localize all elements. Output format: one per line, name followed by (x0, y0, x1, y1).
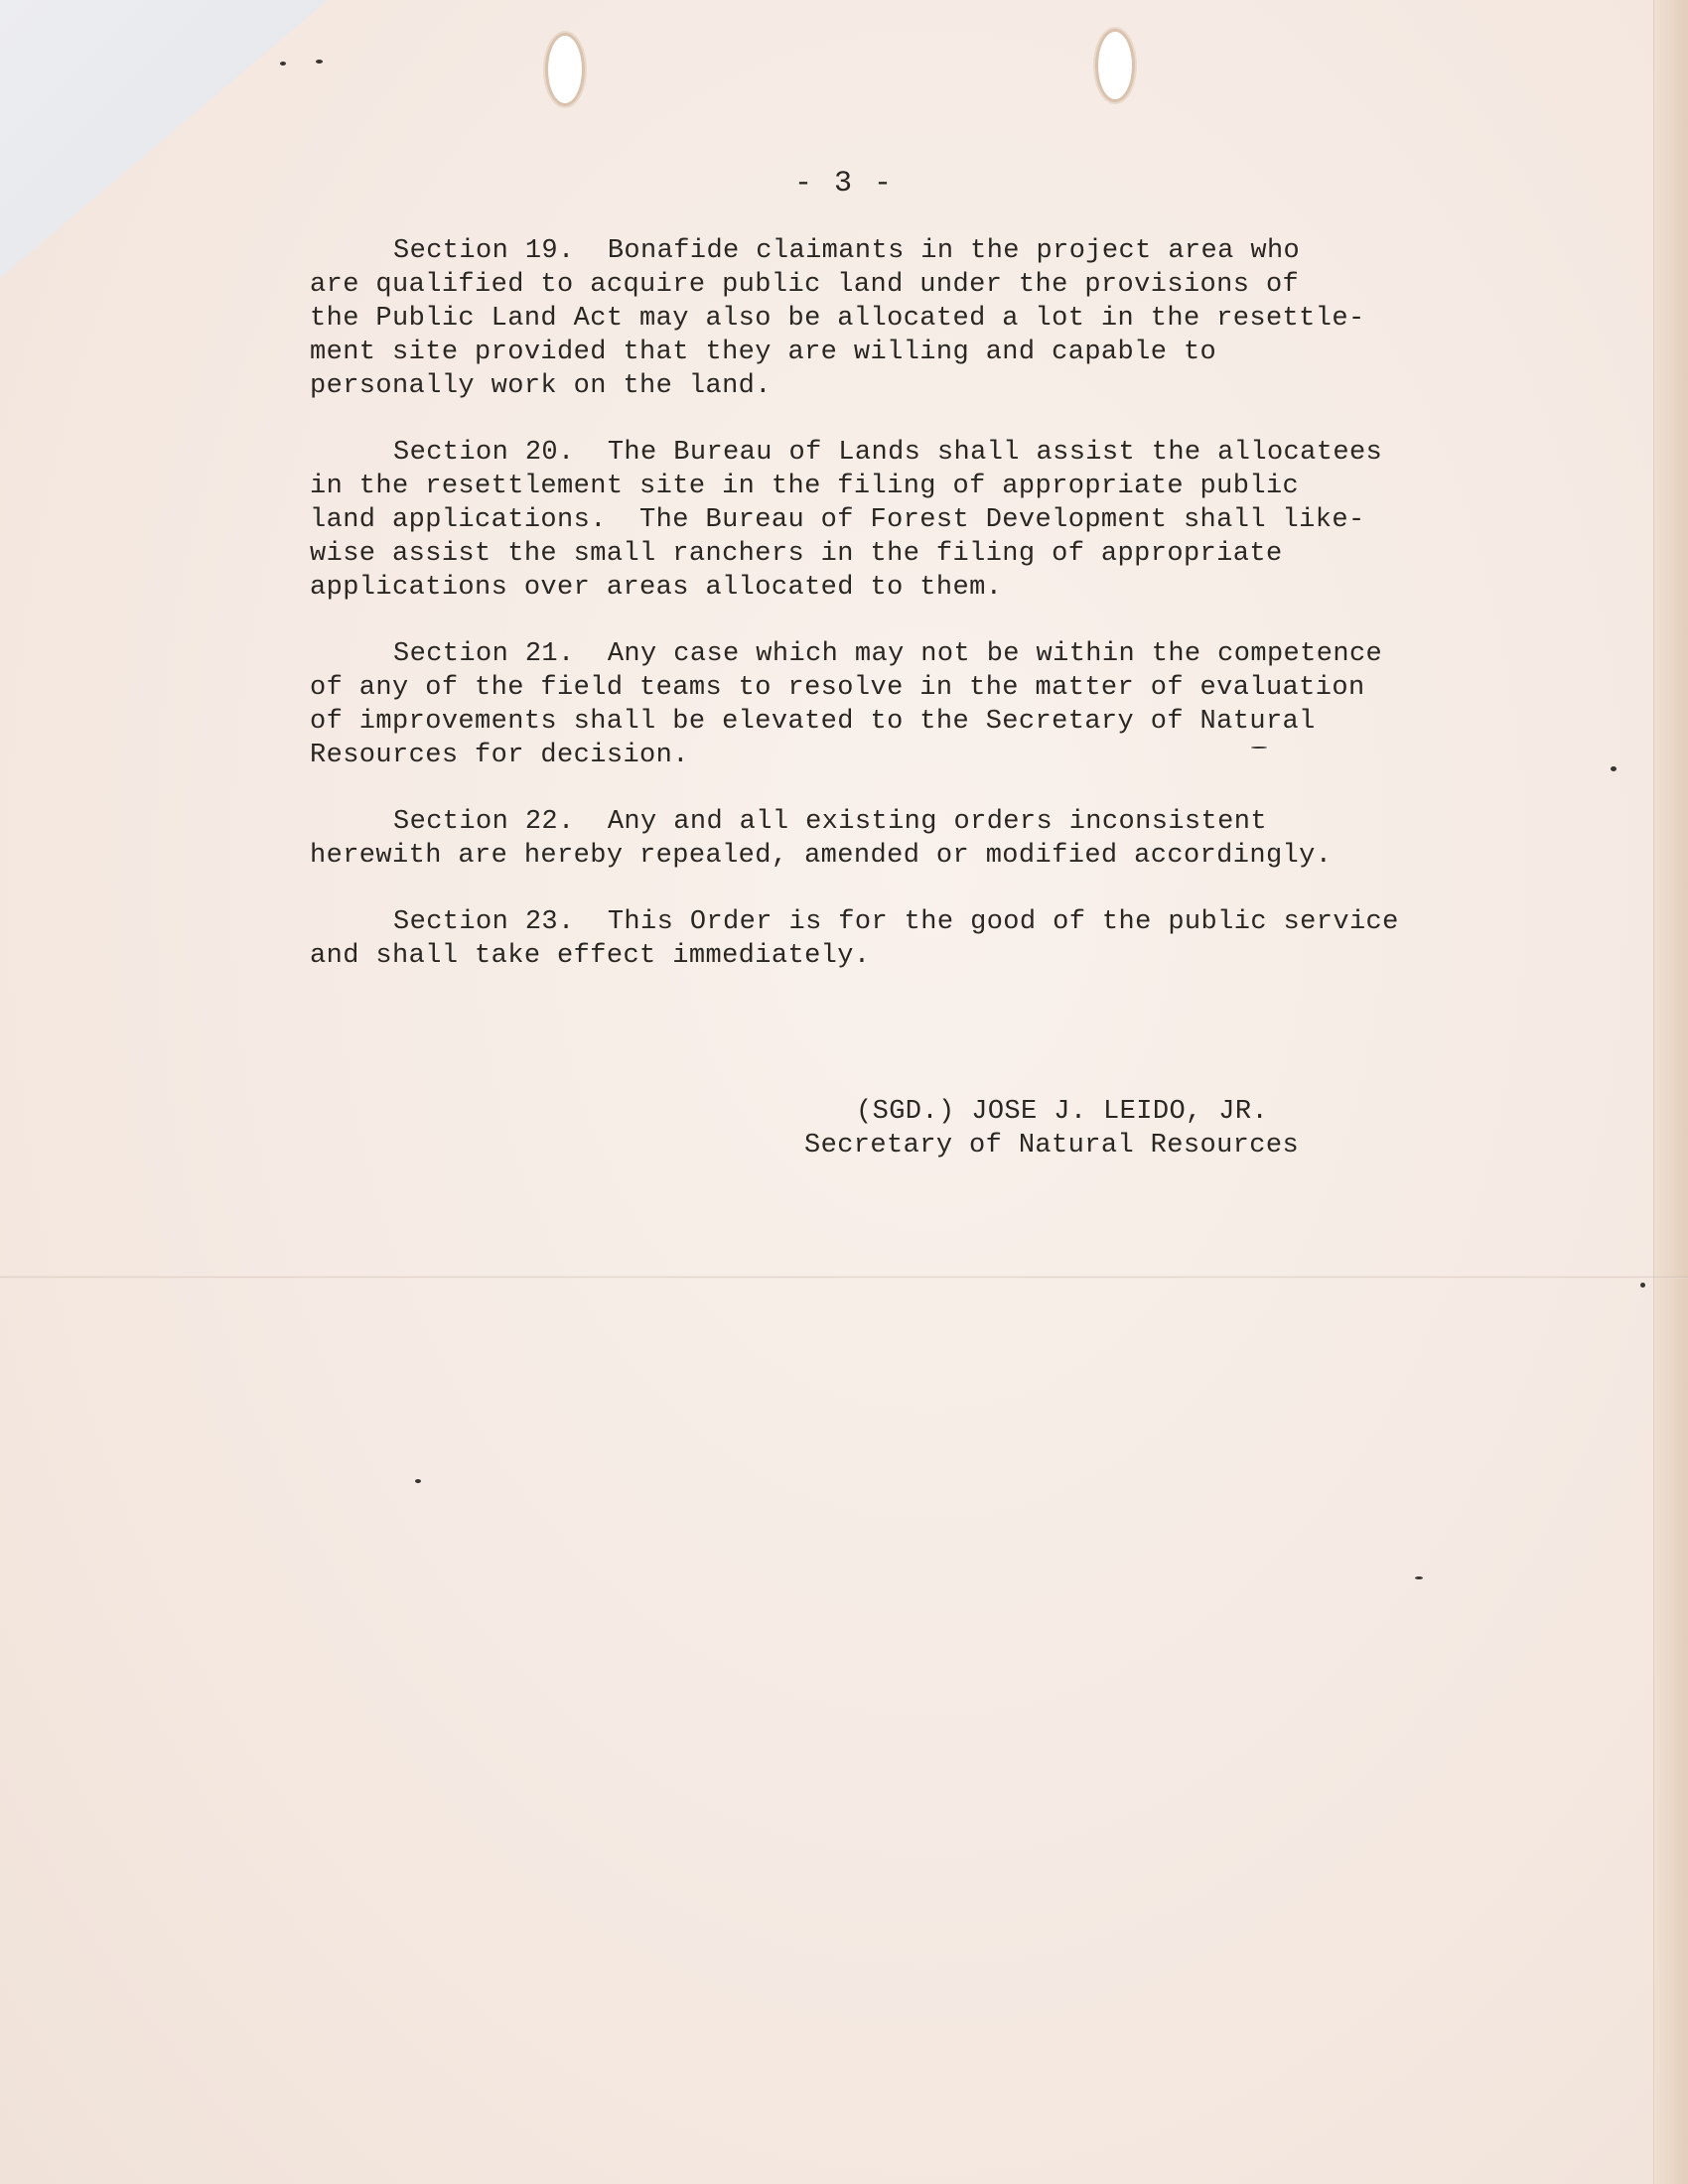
section-line: herewith are hereby repealed, amended or modified accordingly. (310, 841, 1333, 871)
section-line: the Public Land Act may also be allocated a lot in the resettle- (310, 304, 1365, 334)
punch-hole-left (548, 36, 582, 103)
section-line: Resources for decision. (310, 741, 689, 770)
paper-fold-line (0, 1276, 1688, 1279)
section-line: wise assist the small ranchers in the filing of appropriate (310, 539, 1283, 569)
section-line: Section 19. Bonafide claimants in the project area who (393, 236, 1301, 266)
section-20 (310, 436, 1422, 605)
signature-block (804, 1095, 1360, 1162)
page-number: - 3 - (793, 167, 894, 201)
section-line: in the resettlement site in the filing of appropriate public (310, 472, 1300, 501)
section-23 (310, 905, 1422, 973)
paper-speck (1415, 1576, 1423, 1579)
section-line: are qualified to acquire public land under the provisions of (310, 270, 1300, 300)
paper-speck (415, 1479, 421, 1483)
signatory-title: Secretary of Natural Resources (804, 1131, 1300, 1160)
section-line: Section 23. This Order is for the good of the public service (393, 907, 1399, 937)
document-body (310, 234, 1422, 1006)
paper-right-edge (1653, 0, 1688, 2184)
section-line: Section 21. Any case which may not be within the competence (393, 639, 1383, 669)
paper-speck (1251, 747, 1267, 749)
paper-speck (1611, 766, 1617, 771)
section-line: of any of the field teams to resolve in the matter of evaluation (310, 673, 1365, 703)
punch-hole-right (1098, 32, 1132, 99)
section-22 (310, 805, 1422, 873)
signatory-name: (SGD.) JOSE J. LEIDO, JR. (856, 1097, 1269, 1127)
section-line: Section 20. The Bureau of Lands shall assist the allocatees (393, 438, 1383, 468)
paper-speck (280, 62, 286, 66)
section-line: ment site provided that they are willing and capable to (310, 338, 1217, 367)
section-line: and shall take effect immediately. (310, 941, 871, 971)
section-line: Section 22. Any and all existing orders inconsistent (393, 807, 1267, 837)
section-19 (310, 234, 1422, 403)
section-21 (310, 637, 1422, 772)
section-line: land applications. The Bureau of Forest Development shall like- (310, 505, 1365, 535)
paper-speck (316, 60, 323, 64)
section-line: applications over areas allocated to them. (310, 573, 1003, 603)
section-line: personally work on the land. (310, 371, 772, 401)
section-line: of improvements shall be elevated to the Secretary of Natural (310, 707, 1316, 737)
paper-speck (1640, 1283, 1645, 1288)
